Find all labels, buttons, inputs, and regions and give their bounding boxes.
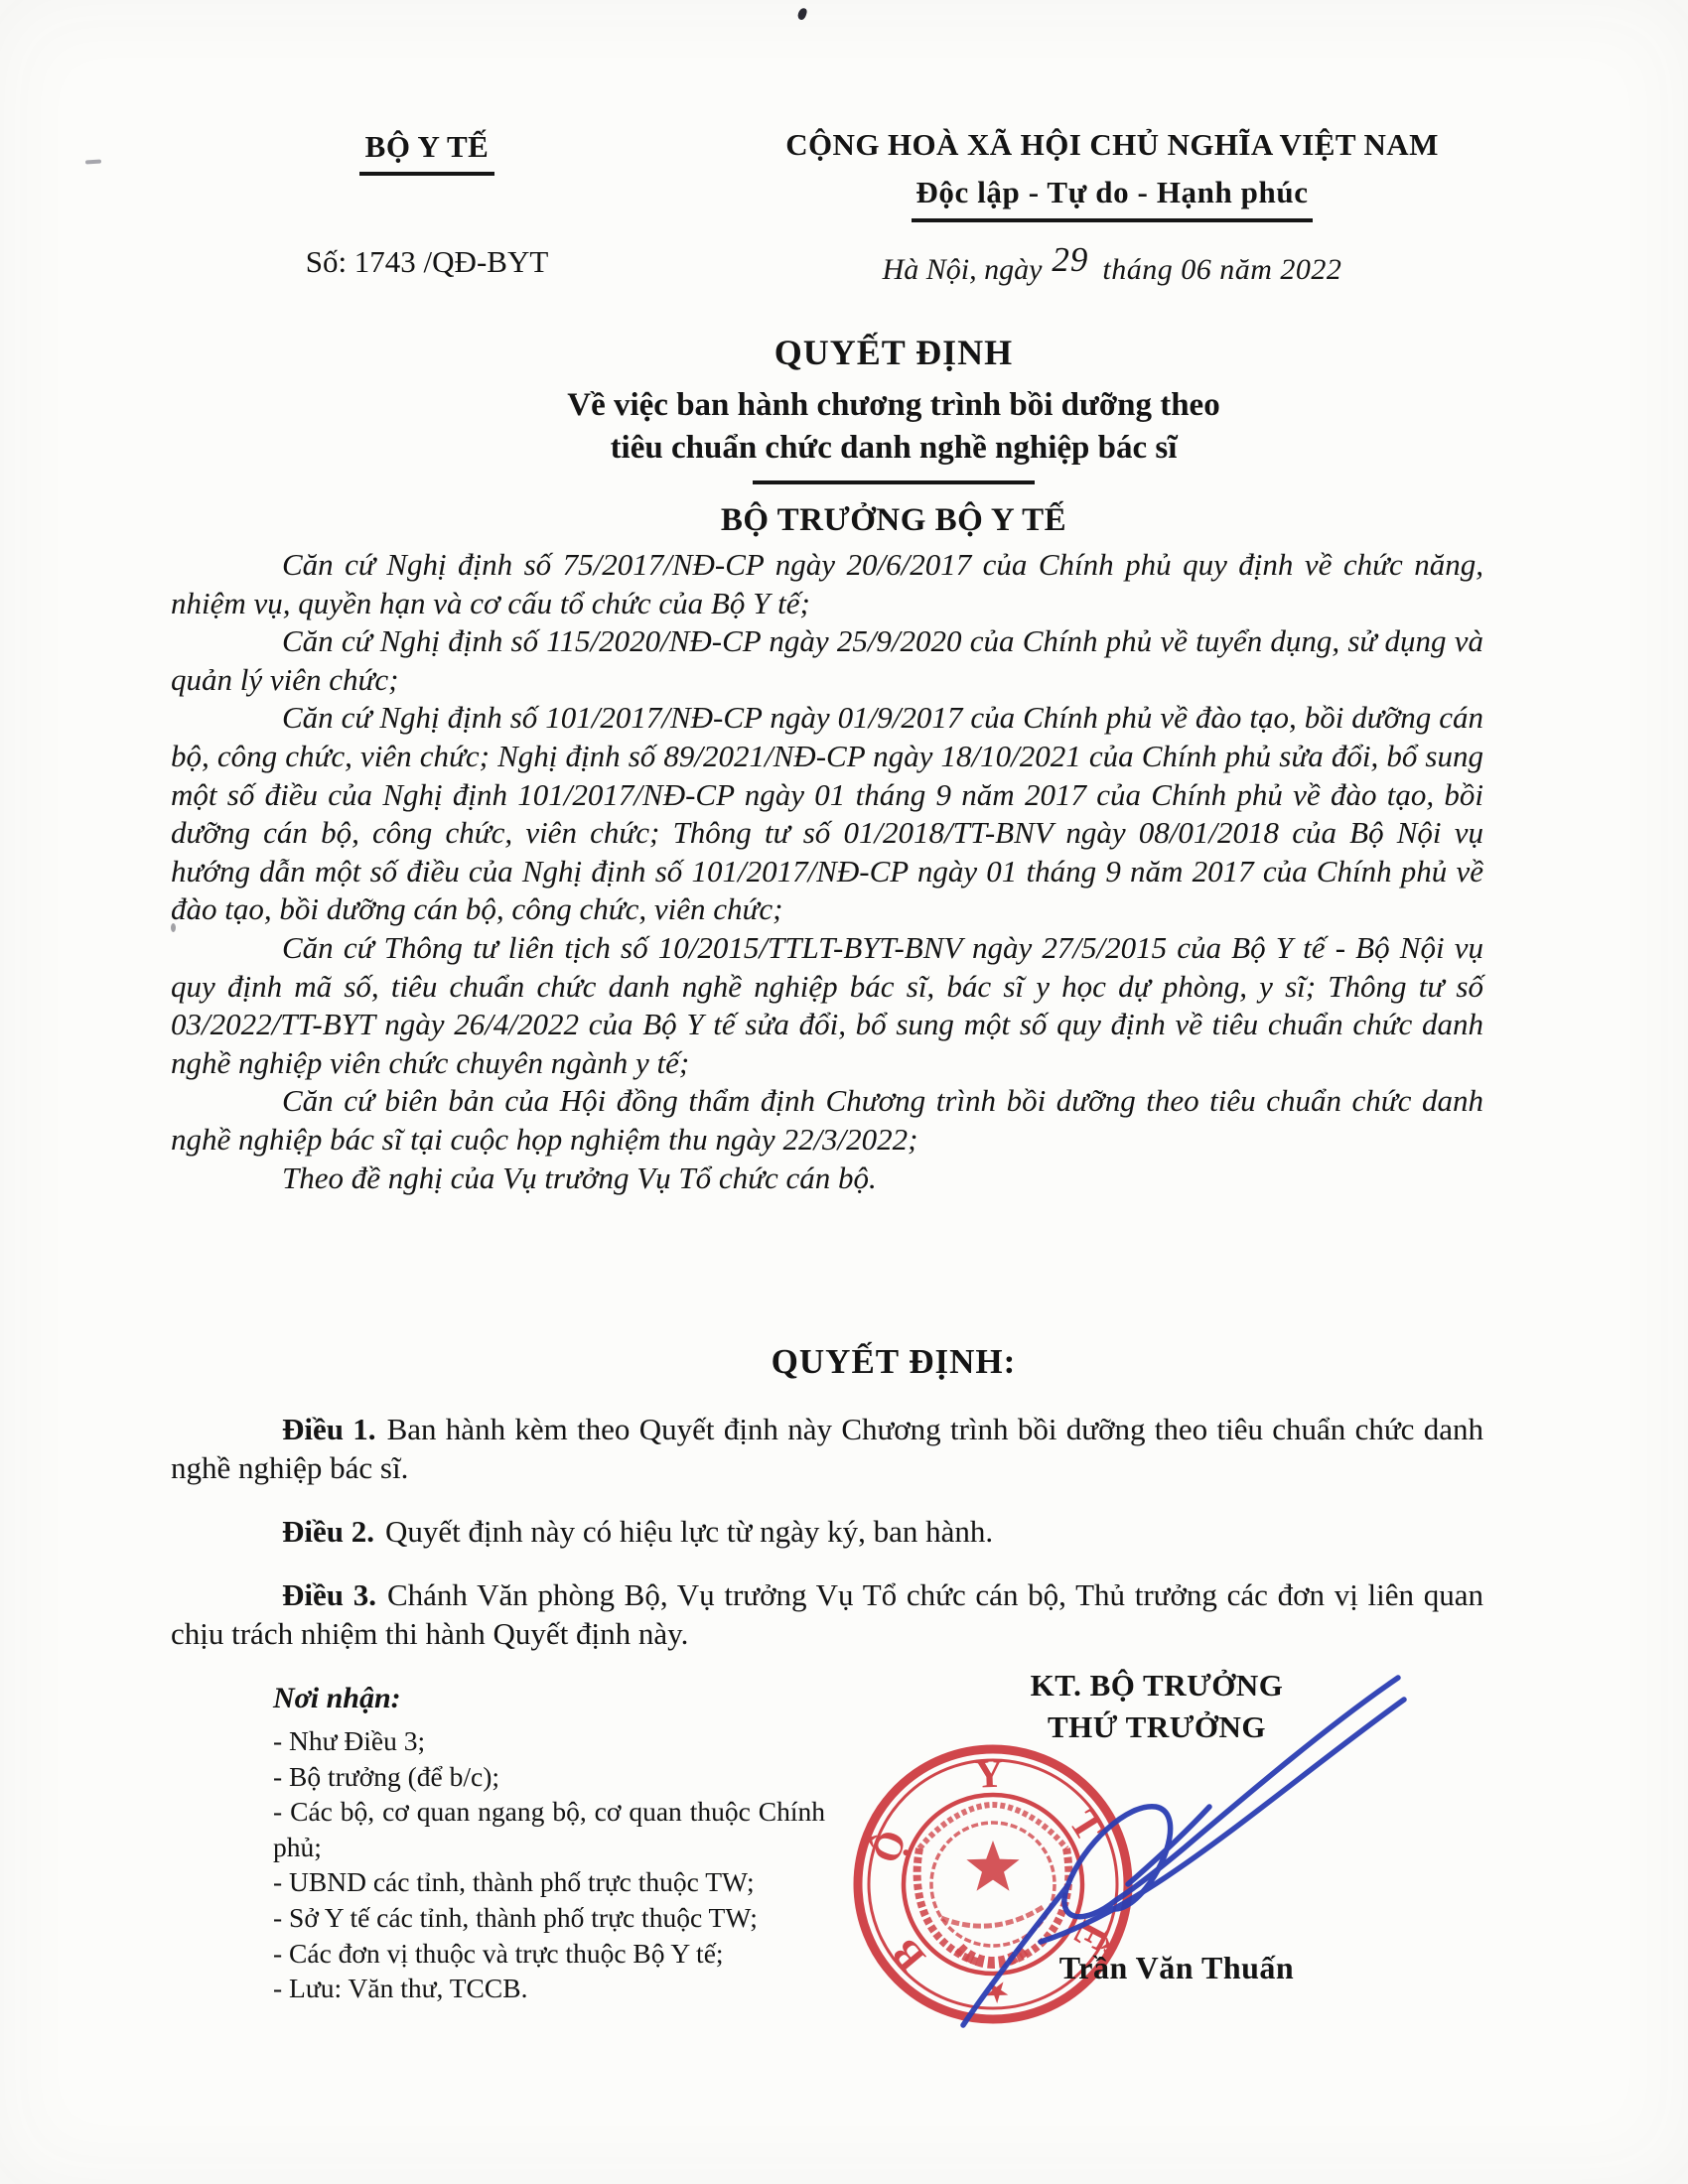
stamp-letter: Ế	[1064, 1914, 1117, 1959]
stamp-letter: Ộ	[862, 1824, 915, 1869]
doc-title: QUYẾT ĐỊNH	[774, 333, 1014, 372]
stamp-letter: T	[1060, 1802, 1113, 1849]
recital-paragraph: Căn cứ Thông tư liên tịch số 10/2015/TTLT-BYT-BNV ngày 27/5/2015 của Bộ Y tế - Bộ Nội vụ quy định mã số, tiêu chuẩn chức danh nghề nghiệp bác sĩ, bác sĩ y học dự phòng, y sĩ; Thông tư số 03/2022/TT-BYT ngày 26/4/2022 của Bộ Y tế sửa đổi, bổ sung một số quy định về tiêu chuẩn chức danh nghề nghiệp viên chức chuyên ngành y tế;	[171, 929, 1483, 1080]
recipient-item: - Sở Y tế các tỉnh, thành phố trực thuộc TW;	[273, 1901, 758, 1933]
place-date-line	[685, 240, 1539, 288]
recitals-section	[171, 546, 1483, 1197]
recipients-section	[273, 1682, 825, 2006]
recipient-item: - Như Điều 3;	[273, 1725, 426, 1756]
decision-heading: QUYẾT ĐỊNH:	[771, 1342, 1017, 1381]
recital-paragraph: Căn cứ Nghị định số 75/2017/NĐ-CP ngày 20/6/2017 của Chính phủ quy định về chức năng, nhiệm vụ, quyền hạn và cơ cấu tổ chức của Bộ Y tế;	[171, 547, 1483, 620]
article-paragraph	[171, 1512, 1483, 1551]
stamp-star-icon: ★	[984, 1977, 1009, 2007]
national-motto-underlined: Độc lập - Tự do - Hạnh phúc	[912, 175, 1312, 222]
recipient-item: - UBND các tỉnh, thành phố trực thuộc TW;	[273, 1866, 755, 1898]
doc-subtitle-line1: Về việc ban hành chương trình bồi dưỡng theo	[567, 387, 1220, 423]
doc-subtitle-line2: tiêu chuẩn chức danh nghề nghiệp bác sĩ	[610, 430, 1178, 466]
issuing-org-name: BỘ Y TẾ	[359, 129, 495, 176]
issuing-org	[248, 129, 606, 176]
date-prefix: Hà Nội, ngày	[882, 253, 1043, 286]
scan-speck-left-margin	[85, 159, 101, 164]
stamp-letter: Y	[973, 1750, 1005, 1797]
signature-title-line1: KT. BỘ TRƯỞNG	[1030, 1668, 1284, 1703]
article-text: Quyết định này có hiệu lực từ ngày ký, ban hành.	[385, 1514, 994, 1549]
recipients-list	[273, 1723, 825, 2006]
articles-section	[171, 1410, 1483, 1678]
signature-title-line2: THỨ TRƯỞNG	[1047, 1709, 1266, 1744]
recipient-item: - Lưu: Văn thư, TCCB.	[273, 1973, 528, 2004]
signature-stroke	[1041, 1700, 1404, 1942]
article-label: Điều 2.	[282, 1514, 374, 1549]
stamp-letter: B	[882, 1930, 934, 1980]
title-underline	[753, 480, 1035, 484]
recital-paragraph: Căn cứ Nghị định số 101/2017/NĐ-CP ngày 01/9/2017 của Chính phủ về đào tạo, bồi dưỡng cán bộ, công chức, viên chức; Nghị định số 89/2021/NĐ-CP ngày 18/10/2021 của Chính phủ sửa đổi, bổ sung một số điều của Nghị định 101/2017/NĐ-CP ngày 01 tháng 9 năm 2017 của Chính phủ về đào tạo, bồi dưỡng cán bộ, công chức, viên chức; Thông tư số 01/2018/TT-BNV ngày 08/01/2018 của Bộ Nội vụ hướng dẫn một số điều của Nghị định số 101/2017/NĐ-CP ngày 01 tháng 9 năm 2017 của Chính phủ về đào tạo, bồi dưỡng cán bộ, công chức, viên chức;	[171, 700, 1483, 927]
recital-paragraph: Căn cứ Nghị định số 115/2020/NĐ-CP ngày 25/9/2020 của Chính phủ về tuyển dụng, sử dụng và quản lý viên chức;	[171, 623, 1483, 697]
article-paragraph	[171, 1410, 1483, 1487]
article-label: Điều 1.	[282, 1412, 376, 1446]
recipient-item: - Bộ trưởng (để b/c);	[273, 1760, 500, 1792]
article-paragraph	[171, 1575, 1483, 1653]
recital-paragraph: Theo đề nghị của Vụ trưởng Vụ Tổ chức cán bộ.	[282, 1160, 877, 1195]
authority-heading: BỘ TRƯỞNG BỘ Y TẾ	[720, 502, 1067, 538]
article-label: Điều 3.	[282, 1577, 376, 1612]
recipients-heading: Nơi nhận:	[273, 1682, 401, 1714]
national-motto-line1: CỘNG HOÀ XÃ HỘI CHỦ NGHĨA VIỆT NAM	[785, 127, 1439, 162]
date-day: 29	[1052, 240, 1089, 279]
recital-paragraph: Căn cứ biên bản của Hội đồng thẩm định Chương trình bồi dưỡng theo tiêu chuẩn chức danh nghề nghiệp bác sĩ tại cuộc họp nghiệm thu ngày 22/3/2022;	[171, 1083, 1483, 1157]
article-text: Chánh Văn phòng Bộ, Vụ trưởng Vụ Tổ chức cán bộ, Thủ trưởng các đơn vị liên quan chịu trách nhiệm thi hành Quyết định này.	[171, 1577, 1484, 1651]
signer-name: Trần Văn Thuấn	[1058, 1950, 1295, 1985]
recipient-item: - Các bộ, cơ quan ngang bộ, cơ quan thuộc Chính phủ;	[273, 1796, 825, 1862]
scan-speck-top	[796, 7, 807, 21]
date-suffix: tháng 06 năm 2022	[1102, 253, 1342, 286]
doc-number: Số: 1743 /QĐ-BYT	[305, 244, 549, 279]
recipient-item: - Các đơn vị thuộc và trực thuộc Bộ Y tế;	[273, 1937, 724, 1969]
national-motto-line2	[685, 175, 1539, 222]
article-text: Ban hành kèm theo Quyết định này Chương trình bồi dưỡng theo tiêu chuẩn chức danh nghề nghiệp bác sĩ.	[171, 1412, 1483, 1485]
